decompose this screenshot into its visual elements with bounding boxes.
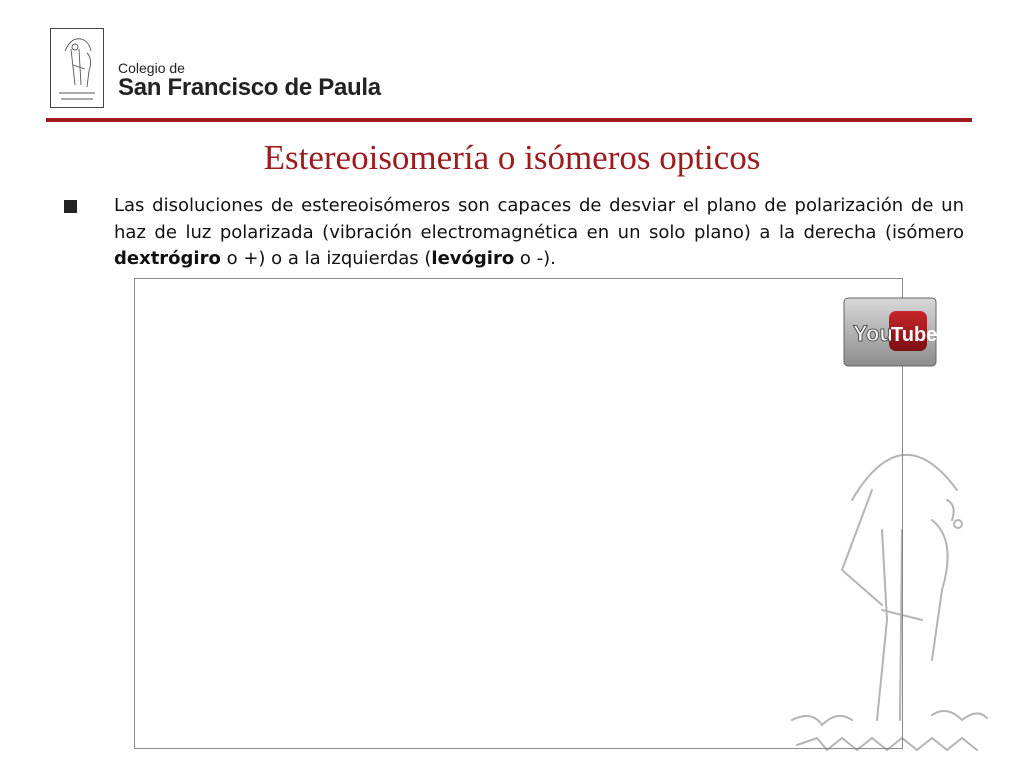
school-name-small: Colegio de [118,60,185,76]
youtube-logo-icon[interactable] [843,297,937,367]
school-seal-watermark [782,420,992,765]
svg-text:You: You [853,321,893,346]
bullet-text-part1: Las disoluciones de estereoisómeros son capaces de desviar el plano de polarización de un haz de luz polarizada (vibración electromagnética en un solo plano) a la derecha (isómero [114,195,964,243]
header-divider [46,118,972,122]
term-dextrogiro: dextrógiro [114,248,221,269]
school-crest-icon [50,28,104,108]
bullet-text [114,193,964,273]
bullet-text-part3: o -). [514,248,556,269]
slide-title: Estereoisomería o isómeros opticos [263,138,761,177]
bullet-square-icon [64,200,77,213]
school-name: San Francisco de Paula [118,74,381,101]
svg-text:Tube: Tube [891,324,937,346]
term-levogiro: levógiro [431,248,515,269]
bullet-text-part2: o +) o a la izquierdas ( [220,248,432,269]
